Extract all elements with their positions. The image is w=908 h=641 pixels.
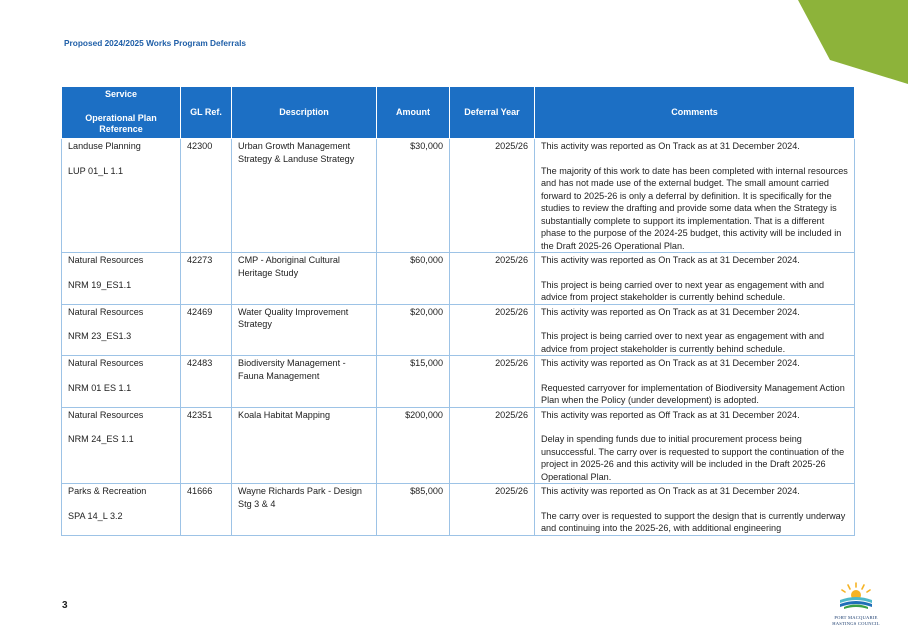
service-name: Landuse Planning bbox=[68, 141, 141, 151]
comment-text: The majority of this work to date has been completed with internal resources and has not made use of the external budget. The small amount carried forward to 2025-26 is only a deferral by definition. It is specifically for the studies to review the drafting and provide some data when the Strategy is substantially complete to support its implementation. That is a different phase to the purpose of the 2024-25 budget, this activity will be included in the Draft 2025-26 Operational Plan. bbox=[541, 165, 848, 251]
header-year: Deferral Year bbox=[450, 87, 535, 139]
cell-service bbox=[62, 253, 181, 305]
cell-description: Urban Growth Management Strategy & Landuse Strategy bbox=[232, 139, 377, 253]
cell-comments bbox=[535, 484, 855, 536]
status-text: This activity was reported as Off Track as at 31 December 2024. bbox=[541, 409, 800, 420]
logo-line-1: PORT MACQUARIE bbox=[834, 615, 878, 620]
table-row bbox=[62, 407, 855, 484]
op-plan-ref: NRM 23_ES1.3 bbox=[68, 331, 132, 341]
header-service bbox=[62, 87, 181, 139]
service-name: Natural Resources bbox=[68, 409, 144, 420]
cell-gl: 41666 bbox=[181, 484, 232, 536]
status-text: This activity was reported as On Track as at 31 December 2024. bbox=[541, 486, 800, 496]
cell-amount: $20,000 bbox=[377, 304, 450, 356]
table-row bbox=[62, 484, 855, 536]
header-gl: GL Ref. bbox=[181, 87, 232, 139]
status-text: This activity was reported as On Track as at 31 December 2024. bbox=[541, 255, 800, 265]
comment-text: The carry over is requested to support the design that is currently underway and continuing into the 2025-26, with additional engineering bbox=[541, 510, 846, 533]
cell-amount: $200,000 bbox=[377, 407, 450, 484]
cell-service bbox=[62, 484, 181, 536]
cell-comments bbox=[535, 139, 855, 253]
cell-comments bbox=[535, 407, 855, 484]
cell-amount: $15,000 bbox=[377, 356, 450, 408]
status-text: This activity was reported as On Track as at 31 December 2024. bbox=[541, 306, 800, 317]
logo-line-2: HASTINGS COUNCIL bbox=[832, 620, 880, 626]
header-op-ref-label: Operational Plan Reference bbox=[85, 112, 157, 135]
cell-amount: $30,000 bbox=[377, 139, 450, 253]
table-row bbox=[62, 356, 855, 408]
cell-gl: 42469 bbox=[181, 304, 232, 356]
deferrals-table bbox=[61, 86, 855, 536]
cell-description: Koala Habitat Mapping bbox=[232, 407, 377, 484]
cell-description: Biodiversity Management - Fauna Management bbox=[232, 356, 377, 408]
document-title: Proposed 2024/2025 Works Program Deferrals bbox=[64, 38, 247, 48]
table-header-row bbox=[62, 87, 855, 139]
table-row bbox=[62, 253, 855, 305]
service-name: Parks & Recreation bbox=[68, 486, 147, 496]
service-name: Natural Resources bbox=[68, 358, 144, 368]
header-comments: Comments bbox=[535, 87, 855, 139]
comment-text: This project is being carried over to next year as engagement with and advice from project stakeholder is currently behind schedule. bbox=[541, 279, 825, 302]
cell-description: Water Quality Improvement Strategy bbox=[232, 304, 377, 356]
table-row bbox=[62, 304, 855, 356]
table-row bbox=[62, 139, 855, 253]
service-name: Natural Resources bbox=[68, 255, 144, 265]
cell-year: 2025/26 bbox=[450, 484, 535, 536]
cell-description: Wayne Richards Park - Design Stg 3 & 4 bbox=[232, 484, 377, 536]
op-plan-ref: NRM 24_ES 1.1 bbox=[68, 434, 134, 444]
header-description: Description bbox=[232, 87, 377, 139]
cell-comments bbox=[535, 253, 855, 305]
cell-amount: $85,000 bbox=[377, 484, 450, 536]
cell-service bbox=[62, 139, 181, 253]
cell-gl: 42483 bbox=[181, 356, 232, 408]
service-name: Natural Resources bbox=[68, 306, 144, 317]
cell-year: 2025/26 bbox=[450, 407, 535, 484]
sun-wave-icon bbox=[836, 582, 876, 610]
op-plan-ref: NRM 01 ES 1.1 bbox=[68, 382, 132, 393]
status-text: This activity was reported as On Track as at 31 December 2024. bbox=[541, 358, 800, 368]
cell-year: 2025/26 bbox=[450, 304, 535, 356]
cell-service bbox=[62, 304, 181, 356]
cell-service bbox=[62, 407, 181, 484]
header-service-label: Service bbox=[104, 89, 138, 100]
cell-gl: 42351 bbox=[181, 407, 232, 484]
header-amount: Amount bbox=[377, 87, 450, 139]
comment-text: Delay in spending funds due to initial procurement process being unsuccessful. The carry over is requested to support the continuation of the project in 2025-26 and this activity will be included in the Draft 2025-26 Operational Plan. bbox=[541, 434, 845, 482]
op-plan-ref: LUP 01_L 1.1 bbox=[68, 165, 124, 176]
status-text: This activity was reported as On Track as at 31 December 2024. bbox=[541, 141, 800, 151]
op-plan-ref: NRM 19_ES1.1 bbox=[68, 279, 132, 290]
op-plan-ref: SPA 14_L 3.2 bbox=[68, 510, 123, 521]
page-number: 3 bbox=[62, 600, 68, 611]
cell-gl: 42300 bbox=[181, 139, 232, 253]
council-logo bbox=[830, 582, 882, 626]
cell-service bbox=[62, 356, 181, 408]
cell-year: 2025/26 bbox=[450, 253, 535, 305]
cell-comments bbox=[535, 356, 855, 408]
cell-description: CMP - Aboriginal Cultural Heritage Study bbox=[232, 253, 377, 305]
cell-year: 2025/26 bbox=[450, 139, 535, 253]
comment-text: This project is being carried over to next year as engagement with and advice from project stakeholder is currently behind schedule. bbox=[541, 331, 825, 354]
cell-amount: $60,000 bbox=[377, 253, 450, 305]
comment-text: Requested carryover for implementation of Biodiversity Management Action Plan when the Policy (under development) is adopted. bbox=[541, 382, 845, 405]
cell-year: 2025/26 bbox=[450, 356, 535, 408]
cell-gl: 42273 bbox=[181, 253, 232, 305]
corner-decoration bbox=[798, 0, 908, 90]
cell-comments bbox=[535, 304, 855, 356]
